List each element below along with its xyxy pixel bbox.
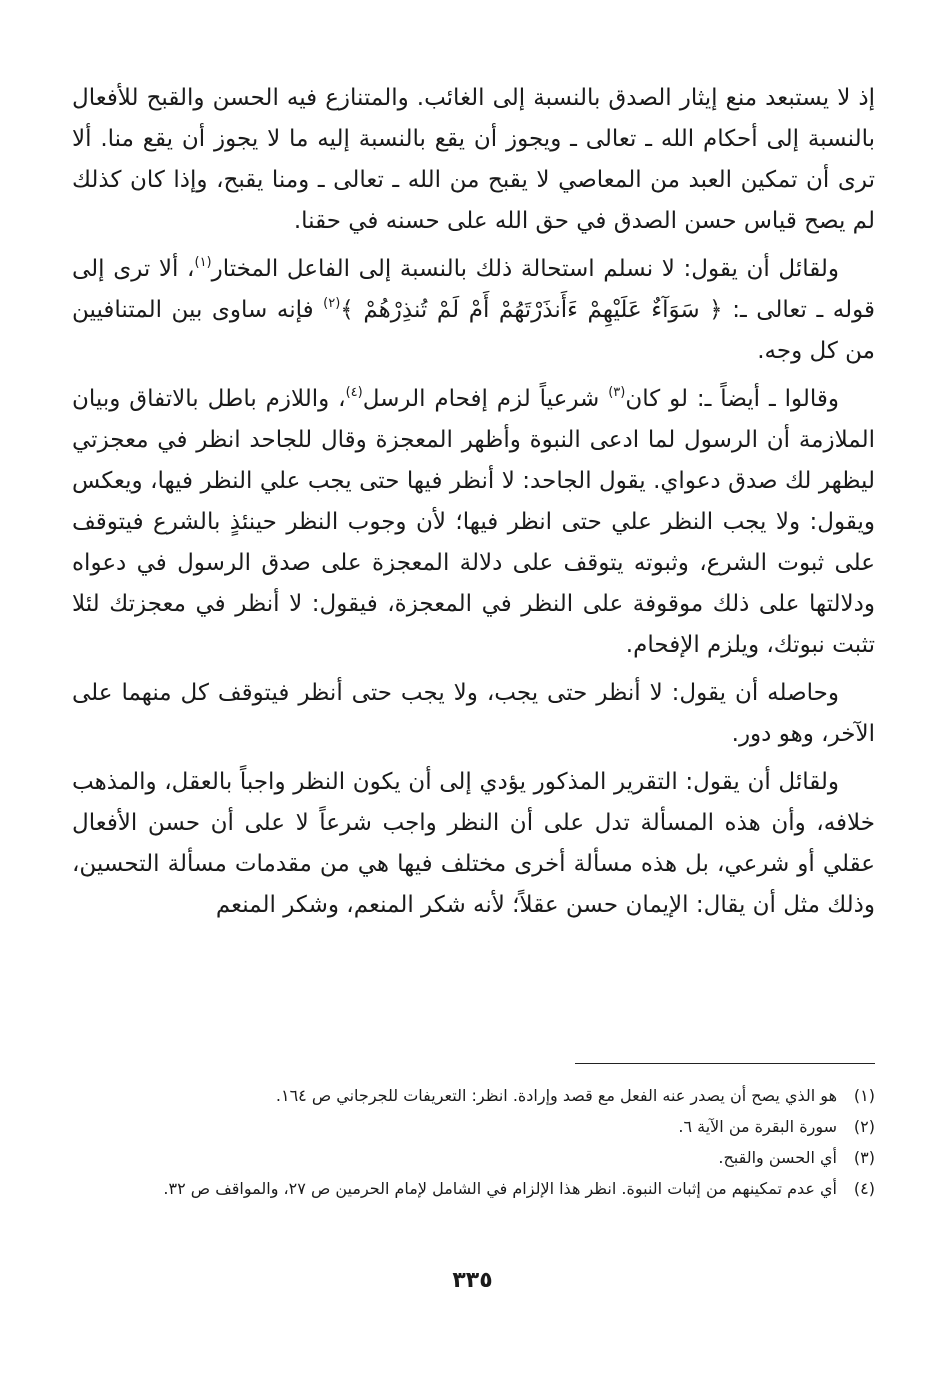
footnote-ref-3[interactable]: (٣) (608, 385, 626, 400)
footnote-2 (70, 1111, 875, 1142)
footnote-number: (١) (853, 1086, 875, 1105)
footnote-text: سورة البقرة من الآية ٦. (678, 1117, 837, 1136)
paragraph-2-text-b: ، ألا ترى إلى قوله ـ تعالى ـ: (72, 256, 875, 323)
footnote-4 (70, 1173, 875, 1204)
quran-verse: ﴿ سَوَآءٌ عَلَيْهِمْ ءَأَنذَرْتَهُمْ أَمْ لَمْ تُنذِرْهُمْ ﴾ (340, 297, 723, 323)
paragraph-4 (72, 673, 875, 755)
footnote-ref-4[interactable]: (٤) (345, 385, 363, 400)
footnote-text: أي عدم تمكينهم من إثبات النبوة. انظر هذا الإلزام في الشامل لإمام الحرمين ص ٢٧، والمواقف ص ٣٢. (163, 1179, 837, 1198)
paragraph-3-text-a: وقالوا ـ أيضاً ـ: لو كان (625, 386, 840, 412)
paragraph-3-text-c: ، واللازم باطل بالاتفاق وبيان الملازمة أن الرسول لما ادعى النبوة وأظهر المعجزة وقال للجاحد انظر في معجزتي ليظهر لك صدق دعواي. يقول الجاحد: لا أنظر فيها حتى يجب علي النظر فيها، ويعكس ويقول: ولا يجب النظر علي حتى انظر فيها؛ لأن وجوب النظر حينئذٍ بالشرع فيتوقف على ثبوت الشرع، وثبوته يتوقف على دلالة المعجزة على صدق الرسول في دعواه ودلالتها على ذلك موقوفة على النظر في المعجزة، فيقول: لا أنظر في معجزتك لئلا تثبت نبوتك، ويلزم الإفحام. (72, 386, 875, 658)
footnote-ref-2[interactable]: (٢) (323, 296, 341, 311)
paragraph-3 (72, 379, 875, 666)
paragraph-1 (72, 78, 875, 242)
footnote-text: أي الحسن والقبح. (718, 1148, 837, 1167)
paragraph-1-text: إذ لا يستبعد منع إيثار الصدق بالنسبة إلى الغائب. والمتنازع فيه الحسن والقبح للأفعال بالنسبة إلى أحكام الله ـ تعالى ـ ويجوز أن يقع بالنسبة إليه ما لا يجوز أن يقع منا. ألا ترى أن تمكين العبد من المعاصي لا يقبح من الله ـ تعالى ـ ومنا يقبح، وإذا كان كذلك لم يصح قياس حسن الصدق في حق الله على حسنه في حقنا. (72, 85, 875, 234)
paragraph-5-text: ولقائل أن يقول: التقرير المذكور يؤدي إلى أن يكون النظر واجباً بالعقل، والمذهب خلافه، وأن هذه المسألة تدل على أن النظر واجب شرعاً لا على أن حسن الأفعال عقلي أو شرعي، بل هذه مسألة أخرى مختلف فيها هي من مقدمات مسألة التحسين، وذلك مثل أن يقال: الإيمان حسن عقلاً؛ لأنه شكر المنعم، وشكر المنعم (72, 769, 875, 918)
footnote-number: (٢) (853, 1117, 875, 1136)
footnote-ref-1[interactable]: (١) (194, 255, 212, 270)
page-number: ٣٣٥ (452, 1268, 493, 1293)
footnote-number: (٤) (853, 1179, 875, 1198)
paragraph-4-text: وحاصله أن يقول: لا أنظر حتى يجب، ولا يجب حتى أنظر فيتوقف كل منهما على الآخر، وهو دور. (72, 680, 875, 747)
paragraph-2 (72, 249, 875, 372)
paragraph-2-text-c: فإنه ساوى بين المتنافيين من كل وجه. (72, 297, 875, 364)
footnotes (70, 1080, 875, 1204)
paragraph-3-text-b: شرعياً لزم إفحام الرسل (362, 386, 609, 412)
footnote-text: هو الذي يصح أن يصدر عنه الفعل مع قصد وإرادة. انظر: التعريفات للجرجاني ص ١٦٤. (275, 1086, 837, 1105)
footnote-number: (٣) (853, 1148, 875, 1167)
footnote-1 (70, 1080, 875, 1111)
main-text (72, 78, 875, 933)
paragraph-2-text-a: ولقائل أن يقول: لا نسلم استحالة ذلك بالنسبة إلى الفاعل المختار (211, 256, 840, 282)
footnote-divider (575, 1063, 875, 1064)
footnote-3 (70, 1142, 875, 1173)
paragraph-5 (72, 762, 875, 926)
